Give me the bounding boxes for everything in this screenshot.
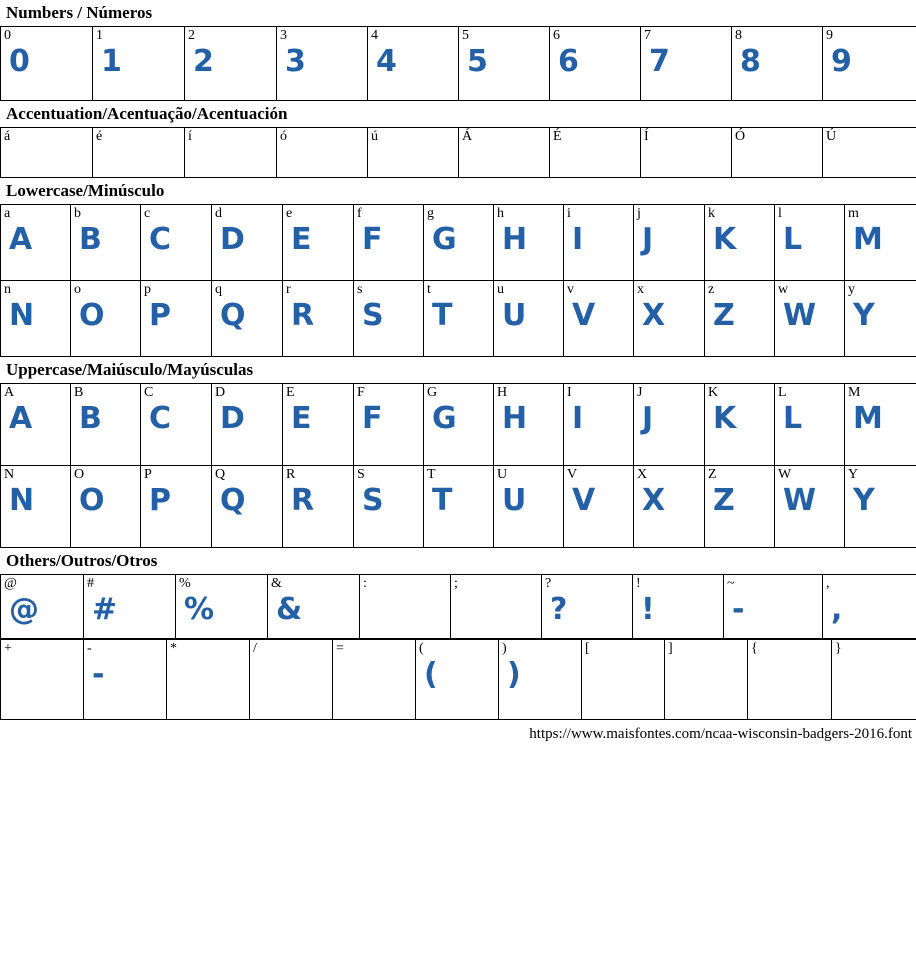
glyph-cell (1, 640, 84, 720)
glyph-cell-sample (832, 658, 916, 660)
glyph-cell (634, 205, 705, 281)
glyph-cell-label: B (74, 385, 84, 400)
glyph-cell-sample: Z (713, 484, 734, 518)
glyph-cell (368, 128, 459, 178)
glyph-cell-label: G (427, 385, 438, 400)
glyph-cell (1, 466, 71, 548)
glyph-cell-sample: B (79, 402, 101, 436)
glyph-cell (283, 466, 354, 548)
glyph-cell-label: { (751, 641, 758, 656)
glyph-cell-sample (459, 146, 549, 148)
glyph-cell (71, 466, 141, 548)
glyph-cell-sample: 1 (101, 45, 121, 79)
glyph-cell-label: X (637, 467, 648, 482)
glyph-cell-label: J (637, 385, 643, 400)
glyph-cell-label: U (497, 467, 508, 482)
glyph-table-uppercase (0, 383, 916, 548)
glyph-cell-label: Z (708, 467, 717, 482)
glyph-cell (84, 640, 167, 720)
table-row (1, 466, 916, 548)
glyph-cell-label: ? (545, 576, 552, 591)
glyph-cell (845, 384, 916, 466)
glyph-cell-sample: 5 (467, 45, 487, 79)
table-row (1, 384, 916, 466)
glyph-cell-label: 4 (371, 28, 378, 43)
glyph-cell-label: [ (585, 641, 590, 656)
glyph-cell-sample (360, 593, 450, 595)
glyph-cell (176, 575, 268, 639)
glyph-cell-sample: ) (507, 658, 520, 692)
glyph-cell-label: * (170, 641, 177, 656)
glyph-cell-sample: ! (641, 593, 654, 627)
glyph-cell-sample: E (291, 223, 311, 257)
glyph-cell-sample: A (9, 223, 32, 257)
glyph-cell (1, 27, 93, 101)
table-row (1, 128, 916, 178)
glyph-cell-sample: , (831, 593, 842, 627)
glyph-cell-sample: K (713, 402, 736, 436)
glyph-cell-label: 8 (735, 28, 742, 43)
glyph-cell-sample: & (276, 593, 302, 627)
glyph-cell (634, 466, 705, 548)
glyph-cell (732, 128, 823, 178)
glyph-cell-sample: X (642, 484, 665, 518)
glyph-cell-sample: ( (424, 658, 437, 692)
glyph-cell-sample (665, 658, 747, 660)
glyph-cell (84, 575, 176, 639)
glyph-cell-label: : (363, 576, 367, 591)
glyph-cell-label: K (708, 385, 719, 400)
glyph-cell-label: ó (280, 129, 287, 144)
glyph-cell-label: Á (462, 129, 473, 144)
glyph-cell-sample: 3 (285, 45, 305, 79)
glyph-cell (1, 205, 71, 281)
glyph-cell-label: 3 (280, 28, 287, 43)
glyph-cell-sample: J (642, 223, 653, 257)
glyph-cell-sample: 4 (376, 45, 396, 79)
glyph-cell-sample: # (92, 593, 117, 627)
glyph-cell (775, 384, 845, 466)
glyph-cell (141, 205, 212, 281)
glyph-cell-label: p (144, 282, 151, 297)
glyph-cell-label: y (848, 282, 855, 297)
glyph-cell (71, 205, 141, 281)
glyph-cell-label: z (708, 282, 715, 297)
glyph-cell-sample: Q (220, 299, 245, 333)
glyph-cell (550, 27, 641, 101)
glyph-cell (499, 640, 582, 720)
glyph-cell-label: Y (848, 467, 859, 482)
glyph-cell-sample: 0 (9, 45, 29, 79)
glyph-cell-sample (93, 146, 184, 148)
glyph-cell (564, 466, 634, 548)
glyph-cell-sample: 6 (558, 45, 578, 79)
glyph-cell (705, 205, 775, 281)
glyph-cell-label: É (553, 129, 562, 144)
glyph-cell (268, 575, 360, 639)
glyph-cell (832, 640, 916, 720)
glyph-cell (354, 466, 424, 548)
glyph-cell-sample: % (184, 593, 214, 627)
glyph-cell-sample (277, 146, 367, 148)
glyph-cell-sample: A (9, 402, 32, 436)
table-row (1, 205, 916, 281)
glyph-cell (823, 27, 916, 101)
glyph-cell-label: T (427, 467, 436, 482)
glyph-cell-label: x (637, 282, 644, 297)
glyph-cell (424, 281, 494, 357)
glyph-cell-sample: Y (853, 299, 874, 333)
glyph-cell-label: Í (644, 129, 649, 144)
glyph-cell (141, 466, 212, 548)
glyph-cell-sample: @ (9, 593, 38, 627)
glyph-cell-label: V (567, 467, 578, 482)
glyph-cell (277, 128, 368, 178)
glyph-cell-label: j (637, 206, 641, 221)
section-title-uppercase: Uppercase/Maiúsculo/Mayúsculas (6, 360, 254, 379)
glyph-cell-label: R (286, 467, 296, 482)
table-row (1, 575, 916, 639)
glyph-cell-sample (748, 658, 831, 660)
glyph-cell-label: á (4, 129, 11, 144)
glyph-cell-label: o (74, 282, 81, 297)
glyph-cell-sample: C (149, 402, 171, 436)
glyph-cell-sample: G (432, 402, 456, 436)
glyph-cell (360, 575, 451, 639)
glyph-cell (212, 281, 283, 357)
glyph-cell-label: + (4, 641, 12, 656)
glyph-cell-sample: L (783, 223, 802, 257)
glyph-cell-label: d (215, 206, 222, 221)
glyph-cell-sample: G (432, 223, 456, 257)
glyph-cell (212, 205, 283, 281)
glyph-cell-label: Ú (826, 129, 837, 144)
glyph-cell-label: u (497, 282, 504, 297)
glyph-cell (212, 466, 283, 548)
glyph-cell-sample: T (432, 299, 452, 333)
glyph-cell (277, 27, 368, 101)
glyph-cell-label: ! (636, 576, 641, 591)
glyph-cell-label: t (427, 282, 431, 297)
glyph-cell (775, 205, 845, 281)
glyph-cell-label: 0 (4, 28, 11, 43)
glyph-cell-sample (1, 658, 83, 660)
glyph-cell (705, 281, 775, 357)
glyph-cell-label: 9 (826, 28, 833, 43)
glyph-cell-label: f (357, 206, 362, 221)
glyph-table-others-row1 (0, 574, 916, 639)
glyph-table-lowercase (0, 204, 916, 357)
glyph-cell-label: - (87, 641, 92, 656)
source-url[interactable]: https://www.maisfontes.com/ncaa-wisconsin-badgers-2016.font (529, 726, 912, 742)
glyph-cell-label: é (96, 129, 103, 144)
glyph-cell (748, 640, 832, 720)
glyph-cell-sample: H (502, 223, 527, 257)
glyph-cell-label: e (286, 206, 293, 221)
glyph-cell (582, 640, 665, 720)
glyph-cell (724, 575, 823, 639)
glyph-cell (416, 640, 499, 720)
glyph-cell-label: P (144, 467, 152, 482)
glyph-cell-sample (333, 658, 415, 660)
glyph-cell (494, 384, 564, 466)
glyph-cell (1, 384, 71, 466)
glyph-cell-sample: Q (220, 484, 245, 518)
glyph-cell-sample: Y (853, 484, 874, 518)
glyph-cell (564, 384, 634, 466)
glyph-cell-label: g (427, 206, 434, 221)
glyph-cell-label: F (357, 385, 365, 400)
glyph-cell-sample: X (642, 299, 665, 333)
glyph-cell-sample: S (362, 484, 383, 518)
glyph-cell-sample: B (79, 223, 101, 257)
glyph-cell-label: 5 (462, 28, 469, 43)
section-title-numbers: Numbers / Números (6, 3, 153, 22)
glyph-cell (167, 640, 250, 720)
glyph-cell-sample: K (713, 223, 736, 257)
glyph-cell-sample (368, 146, 458, 148)
glyph-table-numbers (0, 26, 916, 101)
glyph-cell-sample (732, 146, 822, 148)
glyph-cell-sample (641, 146, 731, 148)
glyph-cell (424, 466, 494, 548)
glyph-cell-sample: E (291, 402, 311, 436)
glyph-cell-sample (250, 658, 332, 660)
glyph-cell-sample: Z (713, 299, 734, 333)
glyph-cell-label: } (835, 641, 842, 656)
glyph-cell (1, 128, 93, 178)
section-title-lowercase: Lowercase/Minúsculo (6, 181, 165, 200)
glyph-cell (93, 128, 185, 178)
glyph-cell-sample: N (9, 299, 34, 333)
glyph-cell-label: 7 (644, 28, 651, 43)
glyph-cell-label: E (286, 385, 295, 400)
glyph-cell-label: b (74, 206, 81, 221)
glyph-cell (845, 281, 916, 357)
glyph-cell-sample: W (783, 484, 816, 518)
glyph-cell-sample: H (502, 402, 527, 436)
glyph-cell (354, 205, 424, 281)
glyph-cell-label: D (215, 385, 226, 400)
glyph-cell-label: H (497, 385, 508, 400)
glyph-cell (451, 575, 542, 639)
glyph-cell (283, 205, 354, 281)
glyph-cell-label: k (708, 206, 715, 221)
glyph-cell-sample: J (642, 402, 653, 436)
glyph-cell-sample: 8 (740, 45, 760, 79)
glyph-cell-sample: O (79, 484, 104, 518)
glyph-cell-label: v (567, 282, 574, 297)
glyph-cell (823, 128, 916, 178)
glyph-cell-sample: T (432, 484, 452, 518)
glyph-cell-label: ] (668, 641, 673, 656)
glyph-cell-label: n (4, 282, 11, 297)
glyph-cell (333, 640, 416, 720)
glyph-cell (641, 128, 732, 178)
glyph-cell-label: í (188, 129, 192, 144)
glyph-cell-sample (451, 593, 541, 595)
glyph-cell (775, 281, 845, 357)
glyph-cell-sample: V (572, 484, 595, 518)
glyph-cell (354, 281, 424, 357)
glyph-cell-label: ú (371, 129, 378, 144)
glyph-cell (459, 27, 550, 101)
glyph-cell-label: ; (454, 576, 458, 591)
glyph-cell (494, 281, 564, 357)
table-row (1, 281, 916, 357)
glyph-cell (705, 384, 775, 466)
glyph-cell-label: ~ (727, 576, 735, 591)
glyph-cell-label: A (4, 385, 15, 400)
glyph-cell-sample: R (291, 299, 314, 333)
glyph-cell-label: # (87, 576, 94, 591)
glyph-cell-sample (167, 658, 249, 660)
glyph-cell (634, 281, 705, 357)
glyph-cell-sample: W (783, 299, 816, 333)
glyph-cell (845, 205, 916, 281)
glyph-cell-label: S (357, 467, 365, 482)
glyph-cell-sample: - (732, 593, 744, 627)
table-row (1, 27, 916, 101)
glyph-cell-label: 1 (96, 28, 103, 43)
glyph-cell-sample: L (783, 402, 802, 436)
glyph-cell (141, 281, 212, 357)
glyph-cell-label: m (848, 206, 859, 221)
glyph-cell-label: N (4, 467, 15, 482)
glyph-cell-sample: 7 (649, 45, 669, 79)
glyph-cell (775, 466, 845, 548)
glyph-cell (185, 128, 277, 178)
table-row (1, 640, 916, 720)
glyph-cell (494, 205, 564, 281)
glyph-cell-label: i (567, 206, 571, 221)
glyph-cell-sample (823, 146, 916, 148)
glyph-cell (633, 575, 724, 639)
glyph-cell (1, 281, 71, 357)
glyph-cell (368, 27, 459, 101)
glyph-cell-label: % (179, 576, 191, 591)
glyph-table-others-row2 (0, 639, 916, 720)
glyph-cell-sample: N (9, 484, 34, 518)
section-title-others: Others/Outros/Otros (6, 551, 158, 570)
glyph-cell-sample: - (92, 658, 104, 692)
glyph-cell (550, 128, 641, 178)
glyph-cell-label: ) (502, 641, 507, 656)
glyph-cell-sample: R (291, 484, 314, 518)
section-title-accentuation: Accentuation/Acentuação/Acentuación (6, 104, 288, 123)
glyph-cell-label: 6 (553, 28, 560, 43)
glyph-cell-sample (582, 658, 664, 660)
glyph-cell-sample: P (149, 299, 170, 333)
glyph-cell-label: = (336, 641, 344, 656)
glyph-cell-label: l (778, 206, 782, 221)
glyph-table-accentuation (0, 127, 916, 178)
glyph-cell-label: L (778, 385, 787, 400)
glyph-cell-label: c (144, 206, 151, 221)
glyph-cell (494, 466, 564, 548)
glyph-cell-label: q (215, 282, 222, 297)
glyph-cell-label: C (144, 385, 154, 400)
glyph-cell-label: r (286, 282, 291, 297)
glyph-cell-label: Ó (735, 129, 746, 144)
glyph-cell-sample: ? (550, 593, 567, 627)
glyph-cell (1, 575, 84, 639)
glyph-cell (424, 205, 494, 281)
glyph-cell (250, 640, 333, 720)
glyph-cell-sample: M (853, 223, 882, 257)
glyph-cell-sample: U (502, 299, 526, 333)
glyph-cell (634, 384, 705, 466)
glyph-cell-sample: M (853, 402, 882, 436)
glyph-cell-sample (1, 146, 92, 148)
glyph-cell-sample: D (220, 402, 244, 436)
glyph-cell-label: M (848, 385, 861, 400)
glyph-cell-label: h (497, 206, 504, 221)
glyph-cell (71, 281, 141, 357)
glyph-cell-sample: 2 (193, 45, 213, 79)
glyph-cell-sample: I (572, 223, 582, 257)
glyph-cell (564, 281, 634, 357)
glyph-cell-label: / (253, 641, 257, 656)
glyph-cell (185, 27, 277, 101)
glyph-cell-sample: U (502, 484, 526, 518)
glyph-cell (212, 384, 283, 466)
glyph-cell-label: @ (4, 576, 17, 591)
glyph-cell (665, 640, 748, 720)
glyph-cell-sample: P (149, 484, 170, 518)
glyph-cell-label: , (826, 576, 830, 591)
glyph-cell-label: I (567, 385, 572, 400)
glyph-cell (459, 128, 550, 178)
glyph-cell (564, 205, 634, 281)
glyph-cell-sample (185, 146, 276, 148)
glyph-cell-label: s (357, 282, 363, 297)
glyph-cell-sample: C (149, 223, 171, 257)
glyph-cell (845, 466, 916, 548)
glyph-cell-label: a (4, 206, 11, 221)
glyph-cell-sample: V (572, 299, 595, 333)
glyph-cell-label: ( (419, 641, 424, 656)
glyph-cell (705, 466, 775, 548)
glyph-cell-label: w (778, 282, 789, 297)
glyph-cell-label: O (74, 467, 85, 482)
glyph-cell-sample (550, 146, 640, 148)
glyph-cell-sample: F (362, 223, 382, 257)
glyph-cell-label: W (778, 467, 792, 482)
glyph-cell (283, 384, 354, 466)
glyph-cell-sample: O (79, 299, 104, 333)
glyph-cell-sample: S (362, 299, 383, 333)
glyph-cell-label: 2 (188, 28, 195, 43)
glyph-cell-sample: D (220, 223, 244, 257)
glyph-cell-label: & (271, 576, 282, 591)
glyph-cell (542, 575, 633, 639)
glyph-cell (641, 27, 732, 101)
glyph-cell (732, 27, 823, 101)
glyph-cell-label: Q (215, 467, 226, 482)
glyph-cell (823, 575, 916, 639)
glyph-cell (354, 384, 424, 466)
glyph-cell (424, 384, 494, 466)
glyph-cell (71, 384, 141, 466)
glyph-cell (141, 384, 212, 466)
glyph-cell-sample: I (572, 402, 582, 436)
glyph-cell (283, 281, 354, 357)
glyph-cell (93, 27, 185, 101)
glyph-cell-sample: F (362, 402, 382, 436)
glyph-cell-sample: 9 (831, 45, 851, 79)
